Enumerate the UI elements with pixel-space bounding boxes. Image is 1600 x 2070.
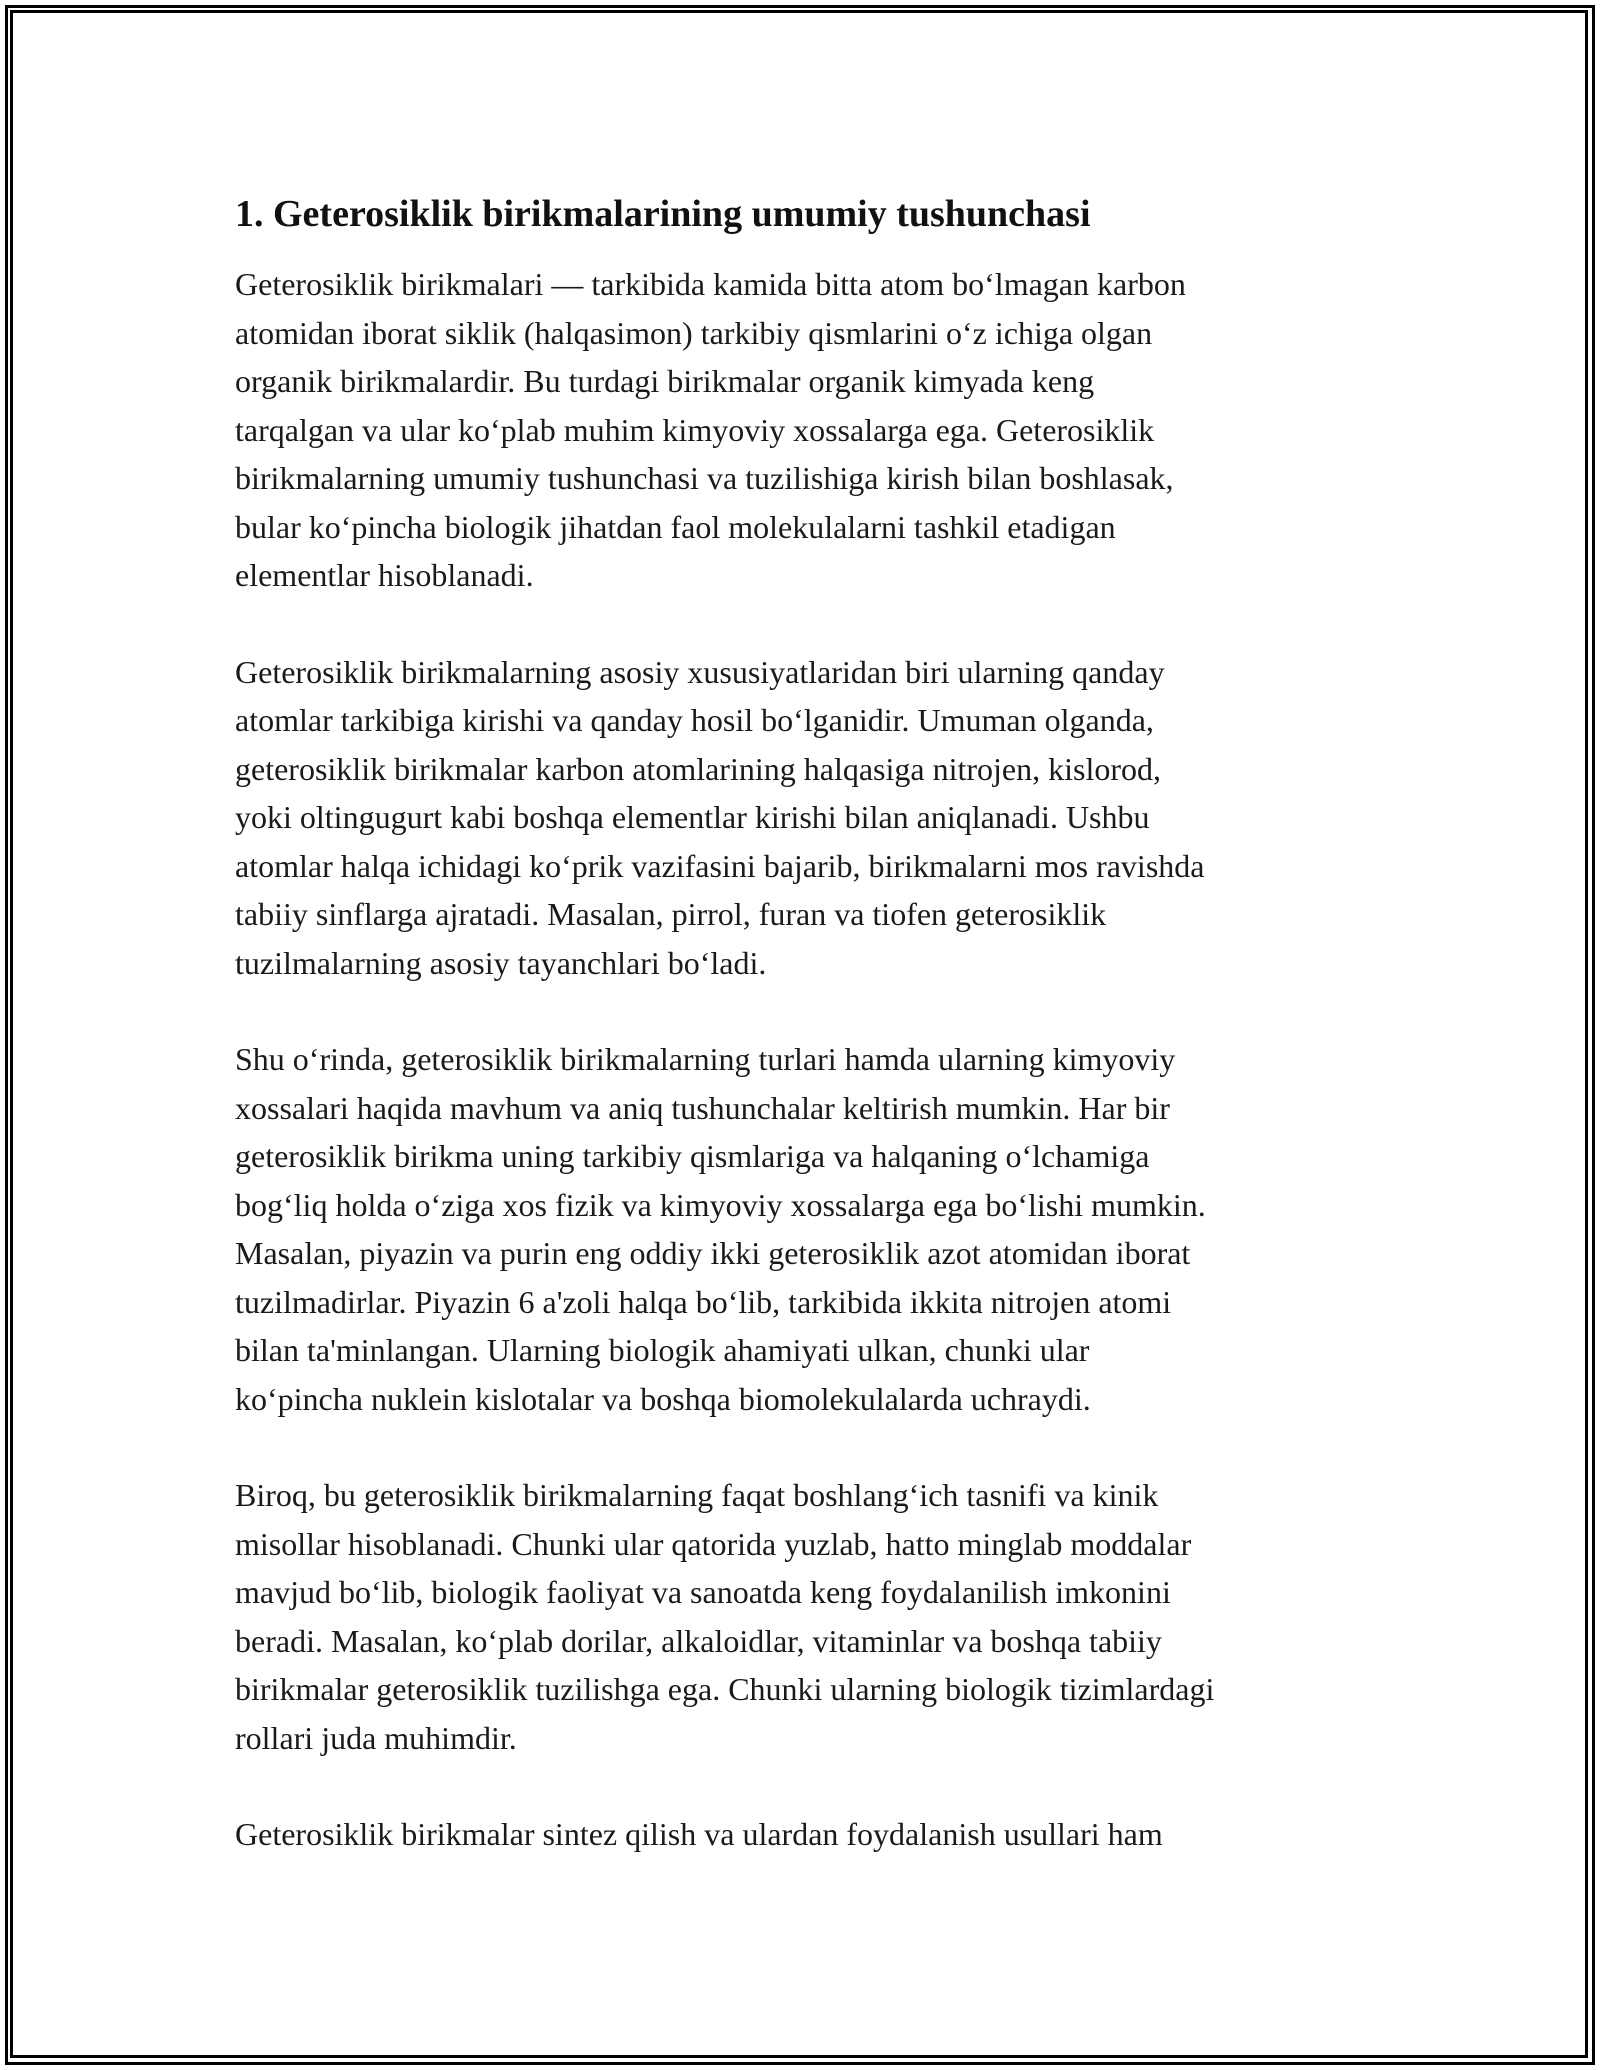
text-line: beradi. Masalan, ko‘plab dorilar, alkaloidlar, vitaminlar va boshqa tabiiy <box>235 1622 1162 1659</box>
text-line: tuzilmadirlar. Piyazin 6 a'zoli halqa bo‘lib, tarkibida ikkita nitrojen atomi <box>235 1283 1172 1320</box>
text-line: Biroq, bu geterosiklik birikmalarning faqat boshlang‘ich tasnifi va kinik <box>235 1477 1159 1513</box>
text-line: xossalari haqida mavhum va aniq tushunchalar keltirish mumkin. Har bir <box>235 1089 1170 1126</box>
text-line: geterosiklik birikmalar karbon atomlarining halqasiga nitrojen, kislorod, <box>235 750 1161 787</box>
text-line: misollar hisoblanadi. Chunki ular qatorida yuzlab, hatto minglab moddalar <box>235 1525 1192 1562</box>
text-line: Geterosiklik birikmalarning asosiy xususiyatlaridan biri ularning qanday <box>235 653 1165 690</box>
text-line: tabiiy sinflarga ajratadi. Masalan, pirrol, furan va tiofen geterosiklik <box>235 896 1107 932</box>
paragraph-4 <box>235 1471 1375 1762</box>
paragraph-3 <box>235 1035 1375 1423</box>
text-line: rollari juda muhimdir. <box>235 1719 517 1756</box>
text-line: tarqalgan va ular ko‘plab muhim kimyoviy xossalarga ega. Geterosiklik <box>235 411 1155 448</box>
text-line: atomlar tarkibiga kirishi va qanday hosil bo‘lganidir. Umuman olganda, <box>235 702 1154 738</box>
text-line: tuzilmalarning asosiy tayanchlari bo‘ladi. <box>235 944 767 981</box>
text-line: bog‘liq holda o‘ziga xos fizik va kimyoviy xossalarga ega bo‘lishi mumkin. <box>235 1186 1206 1223</box>
text-line: geterosiklik birikma uning tarkibiy qismlariga va halqaning o‘lchamiga <box>235 1138 1150 1174</box>
text-line: birikmalar geterosiklik tuzilishga ega. Chunki ularning biologik tizimlardagi <box>235 1671 1215 1707</box>
paragraph-5 <box>235 1810 1375 1859</box>
text-line: birikmalarning umumiy tushunchasi va tuzilishiga kirish bilan boshlasak, <box>235 460 1174 496</box>
text-line: ko‘pincha nuklein kislotalar va boshqa biomolekulalarda uchraydi. <box>235 1380 1091 1417</box>
text-line: organik birikmalardir. Bu turdagi birikmalar organik kimyada keng <box>235 363 1095 399</box>
text-line: yoki oltingugurt kabi boshqa elementlar kirishi bilan aniqlanadi. Ushbu <box>235 799 1150 835</box>
text-line: bilan ta'minlangan. Ularning biologik ahamiyati ulkan, chunki ular <box>235 1332 1090 1368</box>
text-line: elementlar hisoblanadi. <box>235 557 534 593</box>
text-line: Geterosiklik birikmalar sintez qilish va ulardan foydalanish usullari ham <box>235 1816 1163 1852</box>
section-heading: 1. Geterosiklik birikmalarining umumiy tushunchasi <box>235 193 1091 235</box>
paragraph-2 <box>235 648 1375 988</box>
document-page <box>235 188 1375 1859</box>
text-line: Masalan, piyazin va purin eng oddiy ikki geterosiklik azot atomidan iborat <box>235 1235 1191 1271</box>
text-line: mavjud bo‘lib, biologik faoliyat va sanoatda keng foydalanilish imkonini <box>235 1574 1171 1610</box>
text-line: Geterosiklik birikmalari — tarkibida kamida bitta atom bo‘lmagan karbon <box>235 266 1186 302</box>
text-line: atomlar halqa ichidagi ko‘prik vazifasini bajarib, birikmalarni mos ravishda <box>235 847 1205 884</box>
text-line: atomidan iborat siklik (halqasimon) tarkibiy qismlarini o‘z ichiga olgan <box>235 314 1153 351</box>
text-line: Shu o‘rinda, geterosiklik birikmalarning turlari hamda ularning kimyoviy <box>235 1041 1176 1077</box>
text-line: bular ko‘pincha biologik jihatdan faol molekulalarni tashkil etadigan <box>235 508 1116 545</box>
paragraph-1 <box>235 260 1375 600</box>
